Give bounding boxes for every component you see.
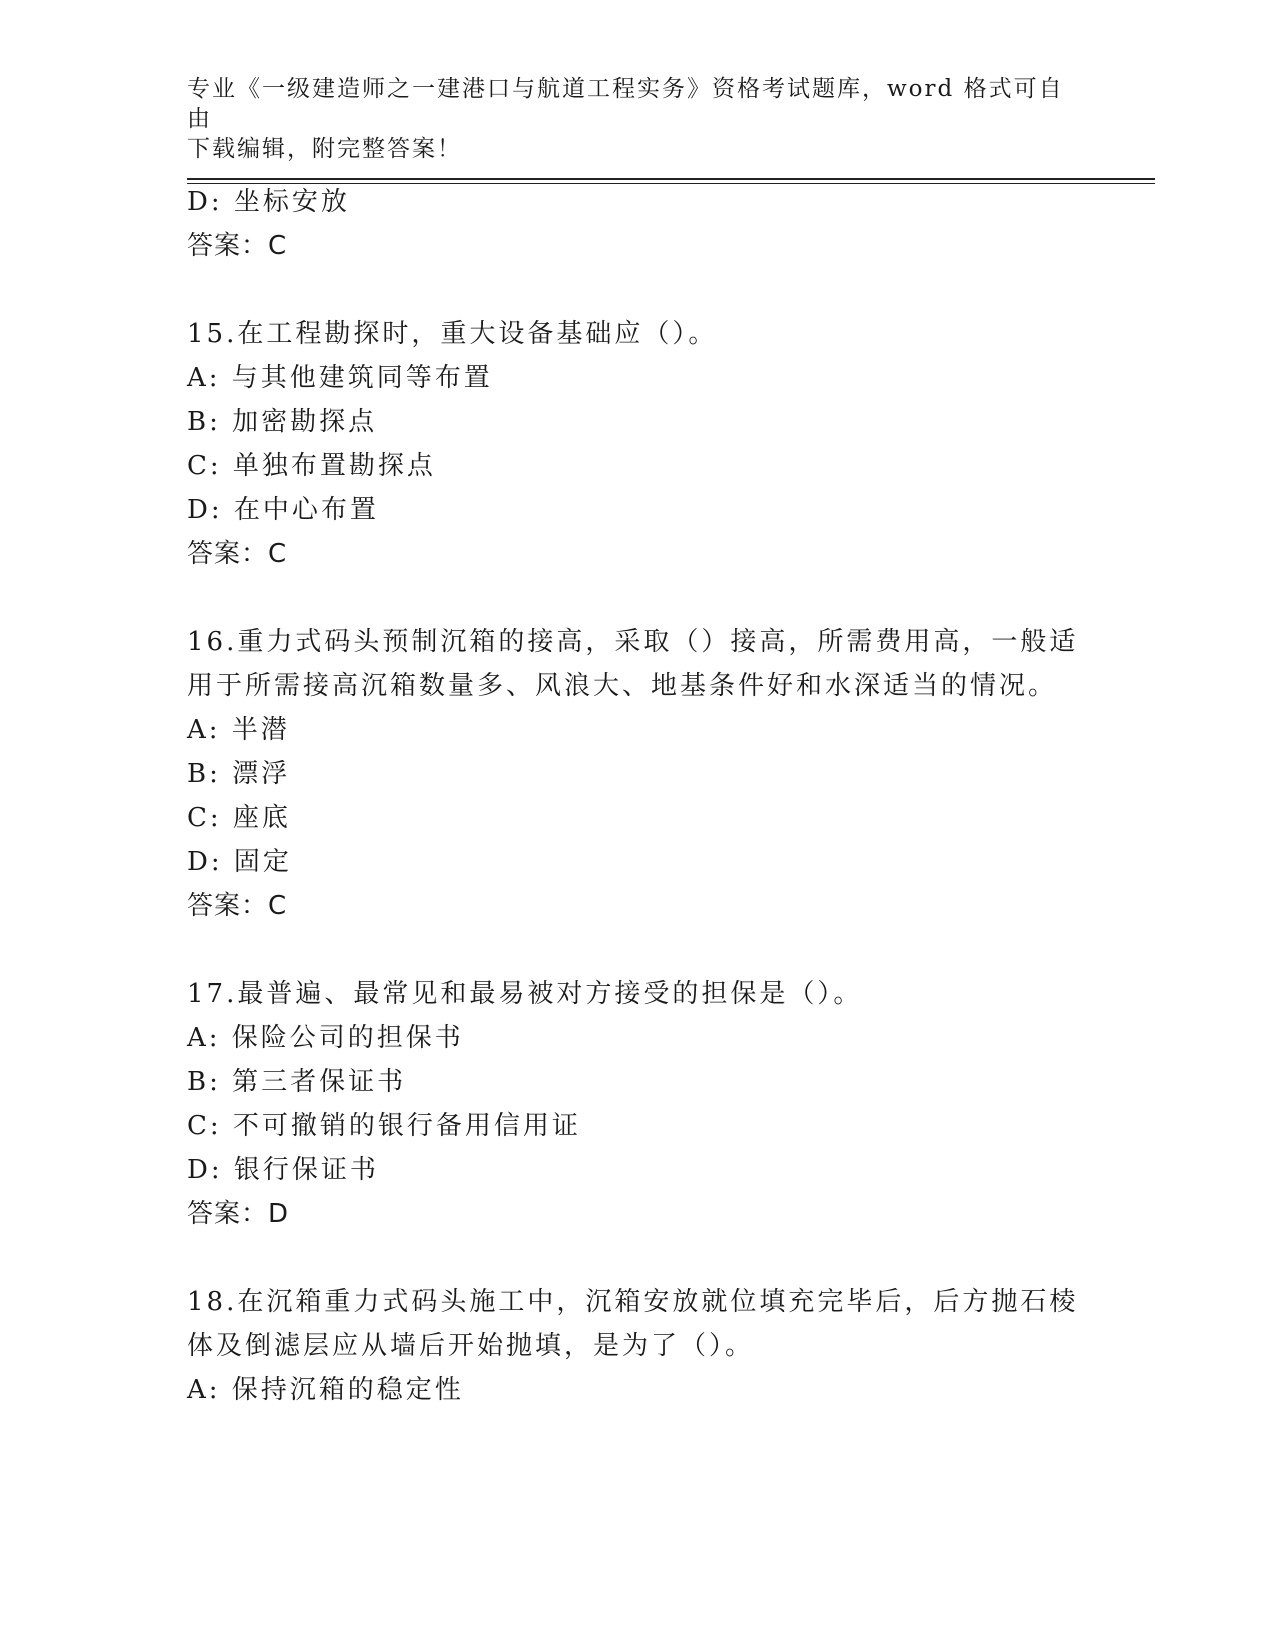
- question-15-answer: 答案：C: [187, 539, 288, 569]
- question-16-option-b: B: 漂浮: [187, 759, 291, 789]
- header-line-1: 专业《一级建造师之一建港口与航道工程实务》资格考试题库，word 格式可自由: [187, 76, 1064, 132]
- question-17-answer: 答案：D: [187, 1199, 290, 1229]
- question-17-stem: 17.最普遍、最常见和最易被对方接受的担保是（）。: [187, 979, 863, 1009]
- question-15-option-d: D: 在中心布置: [187, 495, 379, 525]
- header-line-2: 下载编辑，附完整答案！: [187, 136, 462, 162]
- question-16-answer: 答案：C: [187, 891, 288, 921]
- question-15-option-c: C: 单独布置勘探点: [187, 451, 436, 481]
- question-16-option-a: A: 半潜: [187, 715, 290, 745]
- document-header: [187, 74, 1087, 164]
- question-16-option-d: D: 固定: [187, 847, 292, 877]
- question-16-stem-line-1: 16.重力式码头预制沉箱的接高，采取（）接高，所需费用高，一般适: [187, 627, 1079, 657]
- question-17-option-a: A: 保险公司的担保书: [187, 1023, 464, 1053]
- question-18-stem-line-1: 18.在沉箱重力式码头施工中，沉箱安放就位填充完毕后，后方抛石棱: [187, 1287, 1079, 1317]
- question-18-stem-line-2: 体及倒滤层应从墙后开始抛填，是为了（）。: [187, 1331, 755, 1361]
- prev-option-d: D: 坐标安放: [187, 187, 350, 217]
- question-15-option-b: B: 加密勘探点: [187, 407, 378, 437]
- question-16-stem-line-2: 用于所需接高沉箱数量多、风浪大、地基条件好和水深适当的情况。: [187, 671, 1058, 701]
- question-17-option-d: D: 银行保证书: [187, 1155, 379, 1185]
- question-16-option-c: C: 座底: [187, 803, 291, 833]
- question-15-stem: 15.在工程勘探时，重大设备基础应（）。: [187, 319, 718, 349]
- question-18-option-a: A: 保持沉箱的稳定性: [187, 1375, 464, 1405]
- question-15-option-a: A: 与其他建筑同等布置: [187, 363, 493, 393]
- question-17-option-b: B: 第三者保证书: [187, 1067, 407, 1097]
- header-divider-thin: [187, 183, 1155, 184]
- question-17-option-c: C: 不可撤销的银行备用信用证: [187, 1111, 581, 1141]
- header-divider: [187, 178, 1155, 180]
- prev-answer: 答案：C: [187, 231, 288, 261]
